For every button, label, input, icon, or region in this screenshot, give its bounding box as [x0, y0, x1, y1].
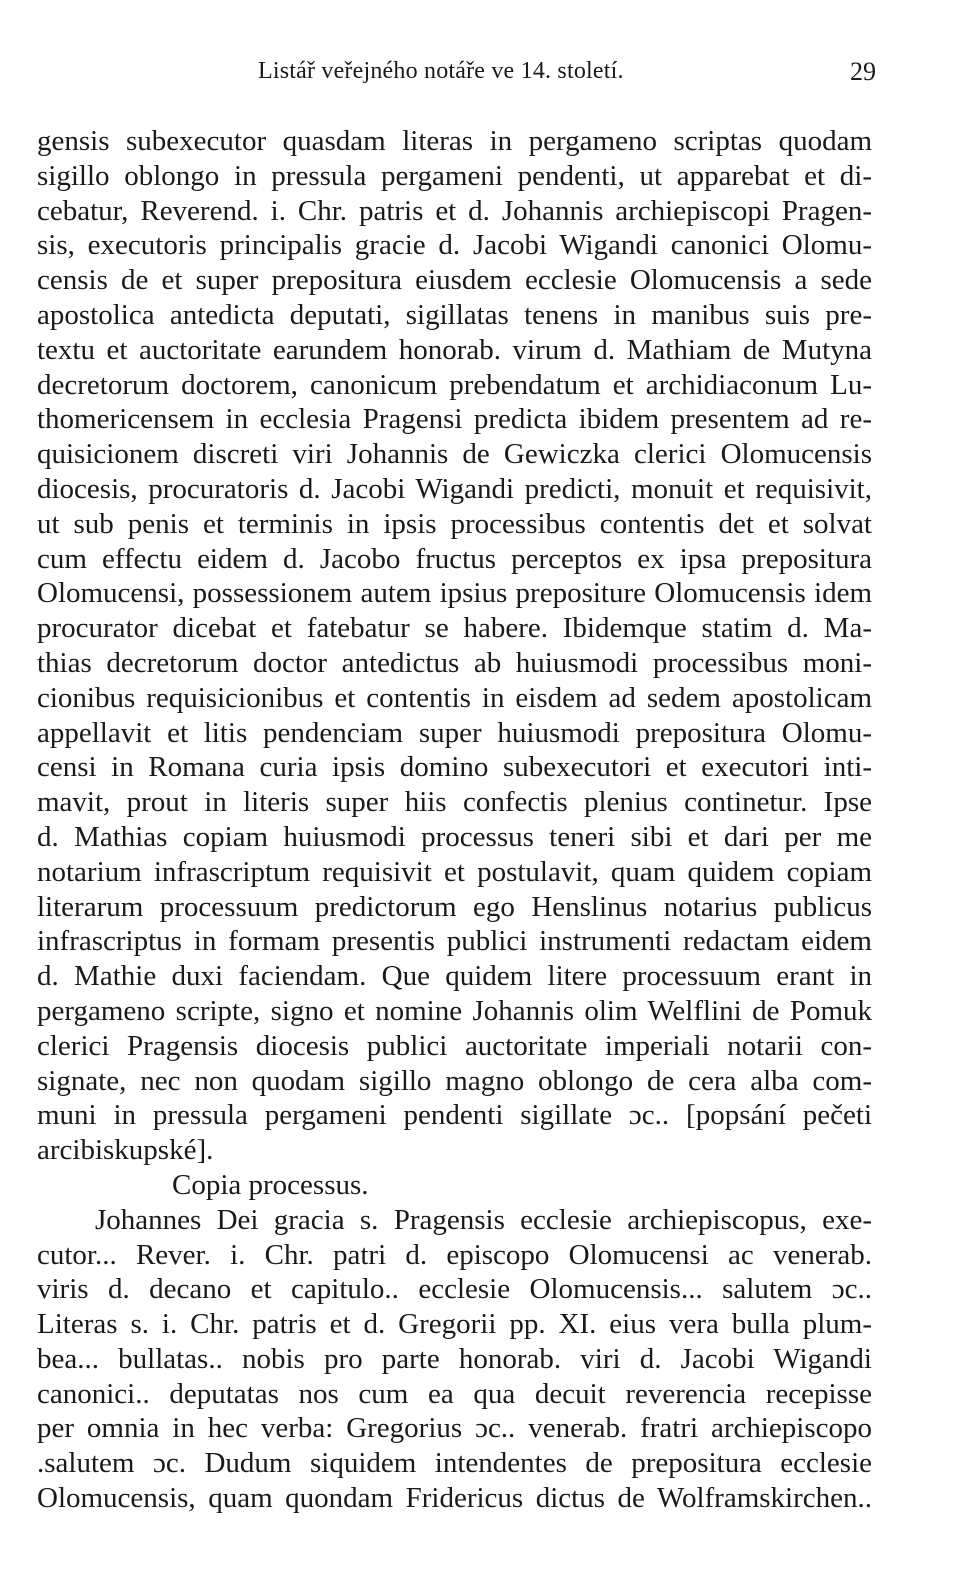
page-number: 29 — [850, 57, 876, 86]
text-line: gensis subexecutor quasdam literas in pergameno scriptas quodam — [37, 125, 872, 157]
text-line: censis de et super prepositura eiusdem ecclesie Olomucensis a sede — [37, 264, 872, 297]
text-line: Olomucensi, possessionem autem ipsius prepositure Olomucensis idem — [37, 577, 872, 610]
text-line: infrascriptus in formam presentis publici instrumenti redactam eidem — [37, 925, 872, 958]
text-line: sis, executoris principalis gracie d. Jacobi Wigandi canonici Olomu- — [37, 229, 872, 262]
running-title: Listář veřejného notáře ve 14. století. — [258, 58, 624, 84]
text-line: apostolica antedicta deputati, sigillatas tenens in manibus suis pre- — [37, 298, 872, 331]
text-line: cebatur, Reverend. i. Chr. patris et d. Johannis archiepiscopi Pragen- — [37, 194, 872, 227]
text-line: textu et auctoritate earundem honorab. virum d. Mathiam de Mutyna — [37, 333, 872, 366]
text-line: d. Mathias copiam huiusmodi processus teneri sibi et dari per me — [37, 820, 872, 853]
text-line: Copia processus. — [172, 1168, 369, 1201]
text-line: procurator dicebat et fatebatur se habere. Ibidemque statim d. Ma- — [37, 612, 872, 645]
text-line: per omnia in hec verba: Gregorius ɔc.. venerab. fratri archiepiscopo — [37, 1412, 872, 1445]
text-line: thomericensem in ecclesia Pragensi predicta ibidem presentem ad re- — [37, 403, 872, 436]
text-line: cum effectu eidem d. Jacobo fructus perceptos ex ipsa prepositura — [37, 542, 872, 575]
text-line: .salutem ɔc. Dudum siquidem intendentes de prepositura ecclesie — [37, 1447, 872, 1480]
text-line: decretorum doctorem, canonicum prebendatum et archidiaconum Lu- — [37, 368, 872, 401]
text-line: pergameno scripte, signo et nomine Johannis olim Welflini de Pomuk — [37, 994, 872, 1027]
text-line: Johannes Dei gracia s. Pragensis ecclesie archiepiscopus, exe- — [95, 1203, 872, 1236]
text-line: diocesis, procuratoris d. Jacobi Wigandi predicti, monuit et requisivit, — [37, 472, 872, 505]
text-line: signate, nec non quodam sigillo magno oblongo de cera alba com- — [37, 1064, 872, 1097]
text-line: quisicionem discreti viri Johannis de Gewiczka clerici Olomucensis — [37, 438, 872, 471]
text-line: thias decretorum doctor antedictus ab huiusmodi processibus moni- — [37, 646, 872, 679]
text-line: notarium infrascriptum requisivit et postulavit, quam quidem copiam — [37, 855, 872, 888]
text-line: censi in Romana curia ipsis domino subexecutori et executori inti- — [37, 751, 872, 784]
text-line: sigillo oblongo in pressula pergameni pendenti, ut apparebat et di- — [37, 159, 872, 192]
text-line: Literas s. i. Chr. patris et d. Gregorii pp. XI. eius vera bulla plum- — [37, 1308, 872, 1341]
text-line: clerici Pragensis diocesis publici auctoritate imperiali notarii con- — [37, 1029, 872, 1062]
text-line: appellavit et litis pendenciam super huiusmodi prepositura Olomu- — [37, 716, 872, 749]
text-line: Olomucensis, quam quondam Fridericus dictus de Wolframskirchen.. — [37, 1482, 872, 1515]
text-line: ut sub penis et terminis in ipsis processibus contentis det et solvat — [37, 507, 872, 540]
text-line: viris d. decano et capitulo.. ecclesie Olomucensis... salutem ɔc.. — [37, 1273, 872, 1306]
text-line: d. Mathie duxi faciendam. Que quidem litere processuum erant in — [37, 960, 872, 993]
text-line: canonici.. deputatas nos cum ea qua decuit reverencia recepisse — [37, 1377, 872, 1410]
text-line: bea... bullatas.. nobis pro parte honorab. viri d. Jacobi Wigandi — [37, 1342, 872, 1375]
text-line: arcibiskupské]. — [37, 1134, 214, 1167]
text-line: cutor... Rever. i. Chr. patri d. episcopo Olomucensi ac venerab. — [37, 1238, 872, 1271]
text-line: cionibus requisicionibus et contentis in eisdem ad sedem apostolicam — [37, 681, 872, 714]
text-line: literarum processuum predictorum ego Henslinus notarius publicus — [37, 890, 872, 923]
text-line: mavit, prout in literis super hiis confectis plenius continetur. Ipse — [37, 786, 872, 819]
body-text — [37, 124, 872, 1516]
text-line: muni in pressula pergameni pendenti sigillate ɔc.. [popsání pečeti — [37, 1099, 872, 1132]
